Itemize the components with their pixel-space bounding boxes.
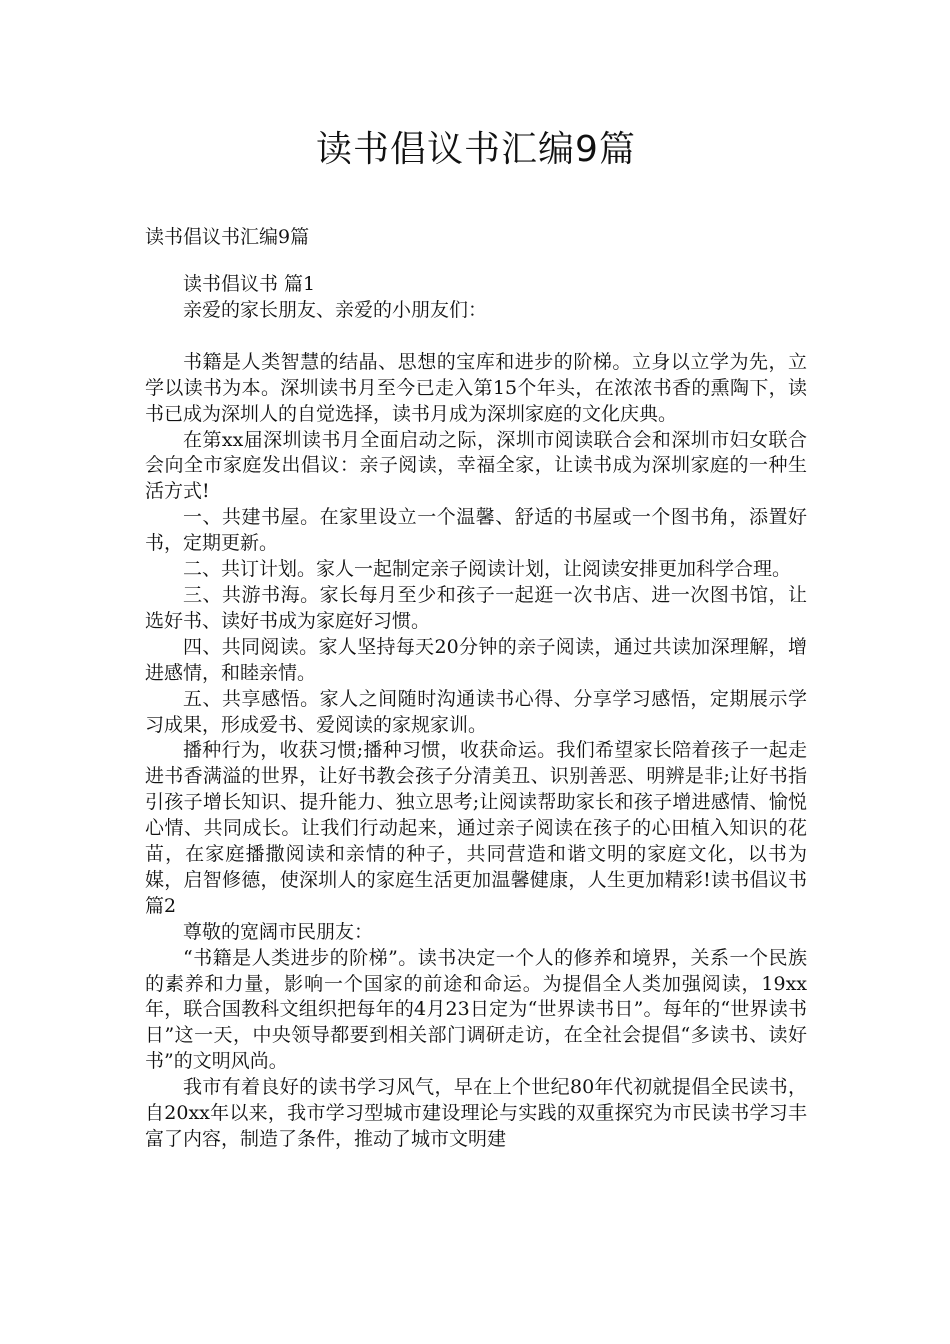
list-item: 五、共享感悟。家人之间随时沟通读书心得、分享学习感悟，定期展示学习成果，形成爱书、爱阅读的家规家训。 (145, 687, 807, 736)
document-subtitle: 读书倡议书汇编9篇 (145, 226, 310, 248)
document-title: 读书倡议书汇编9篇 (316, 129, 636, 170)
paragraph: 我市有着良好的读书学习风气，早在上个世纪80年代初就提倡全民读书，自20xx年以来，我市学习型城市建设理论与实践的双重探究为市民读书学习丰富了内容，制造了条件，推动了城市文明建 (145, 1076, 807, 1150)
salutation: 亲爱的家长朋友、亲爱的小朋友们： (183, 298, 488, 321)
paragraph: 书籍是人类智慧的结晶、思想的宝库和进步的阶梯。立身以立学为先，立学以读书为本。深圳读书月至今已走入第15个年头，在浓浓书香的熏陶下，读书已成为深圳人的自觉选择，读书月成为深圳家庭的文化庆典。 (145, 350, 807, 425)
list-item: 三、共游书海。家长每月至少和孩子一起逛一次书店、进一次图书馆，让选好书、读好书成为家庭好习惯。 (145, 583, 807, 632)
paragraph: “书籍是人类进步的阶梯”。读书决定一个人的修养和境界，关系一个民族的素养和力量，影响一个国家的前途和命运。为提倡全人类加强阅读，19xx年，联合国教科文组织把每年的4月23日定为“世界读书日”。每年的“世界读书日”这一天，中央领导都要到相关部门调研走访，在全社会提倡“多读书、读好书”的文明风尚。 (145, 946, 807, 1073)
list-item: 四、共同阅读。家人坚持每天20分钟的亲子阅读，通过共读加深理解，增进感情，和睦亲情。 (145, 635, 807, 684)
list-item: 二、共订计划。家人一起制定亲子阅读计划，让阅读安排更加科学合理。 (183, 558, 792, 581)
paragraph: 播种行为，收获习惯;播种习惯，收获命运。我们希望家长陪着孩子一起走进书香满溢的世界，让好书教会孩子分清美丑、识别善恶、明辨是非;让好书指引孩子增长知识、提升能力、独立思考;让阅读帮助家长和孩子增进感情、愉悦心情、共同成长。让我们行动起来，通过亲子阅读在孩子的心田植入知识的花苗，在家庭播撒阅读和亲情的种子，共同营造和谐文明的家庭文化，以书为媒，启智修德，使深圳人的家庭生活更加温馨健康，人生更加精彩!读书倡议书 篇2 (145, 739, 807, 917)
document-body (145, 272, 807, 1153)
salutation: 尊敬的宽阔市民朋友： (183, 920, 374, 943)
section-heading: 读书倡议书 篇1 (183, 273, 316, 295)
paragraph: 在第xx届深圳读书月全面启动之际，深圳市阅读联合会和深圳市妇女联合会向全市家庭发出倡议：亲子阅读，幸福全家，让读书成为深圳家庭的一种生活方式! (145, 428, 807, 503)
list-item: 一、共建书屋。在家里设立一个温馨、舒适的书屋或一个图书角，添置好书，定期更新。 (145, 506, 807, 555)
